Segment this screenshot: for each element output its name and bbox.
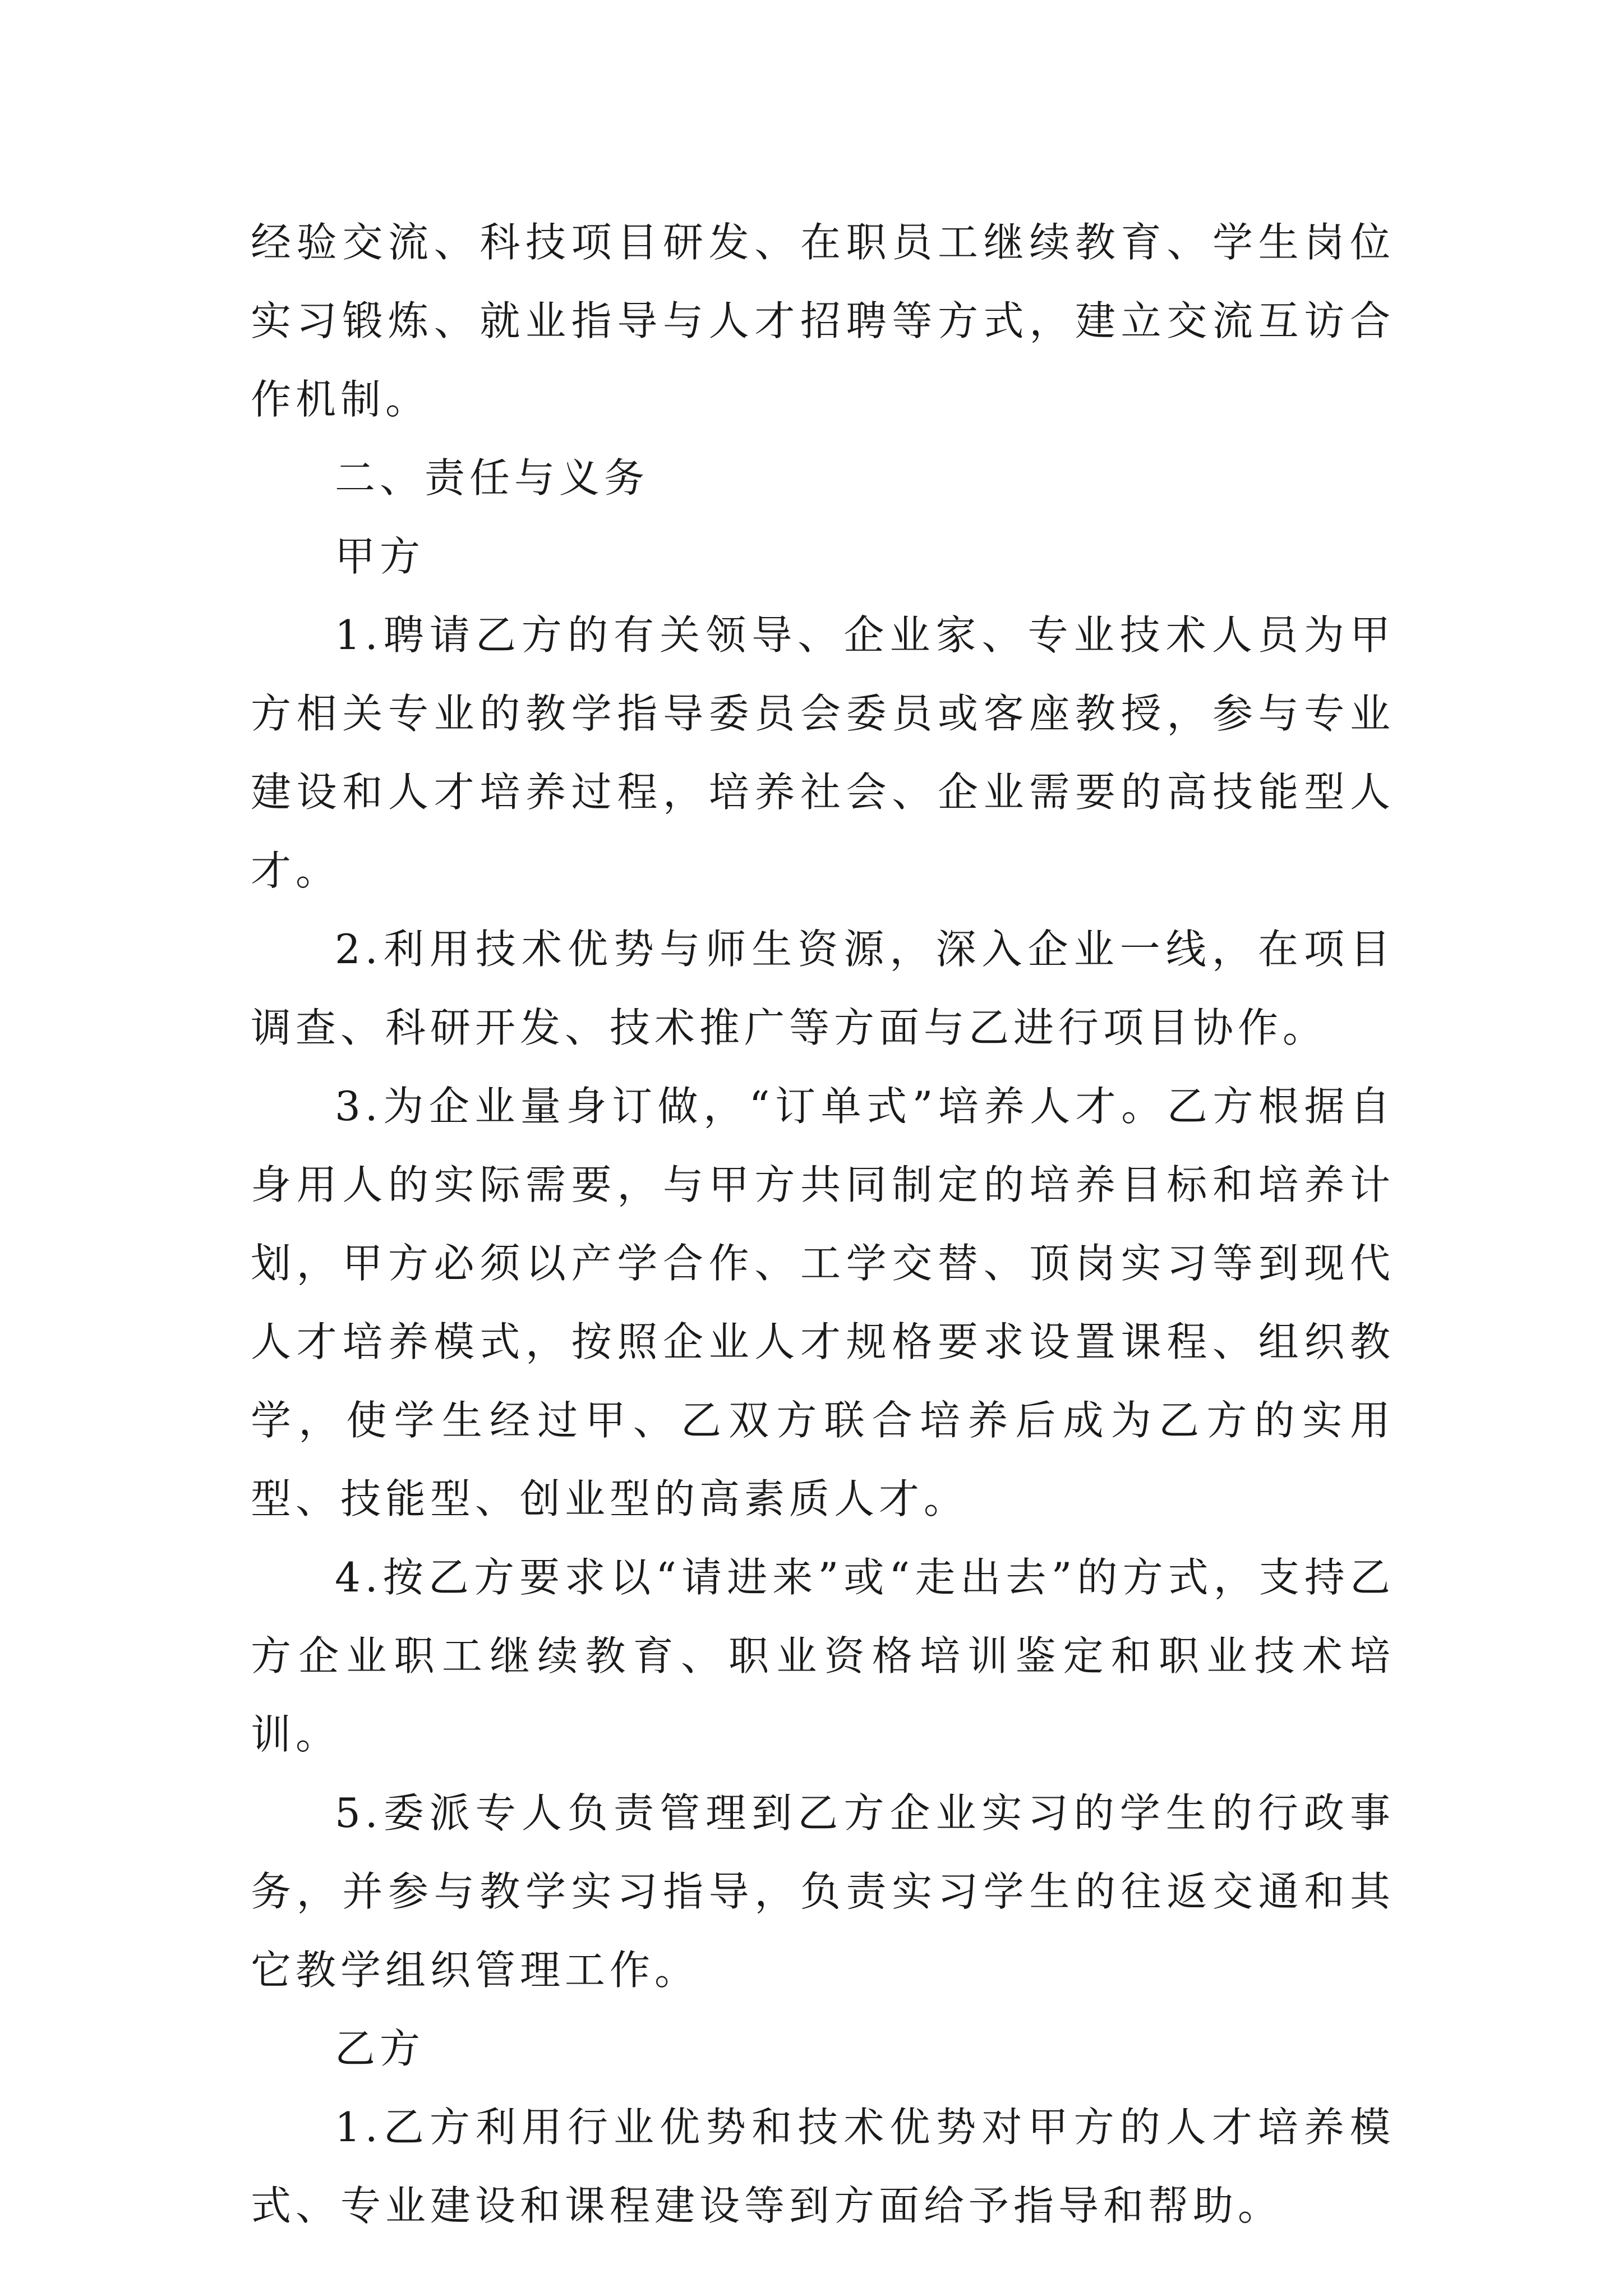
party-a-heading: 甲方 — [335, 533, 425, 580]
party-a-item-1: 1.聘请乙方的有关领导、企业家、专业技术人员为甲方相关专业的教学指导委员会委员或客座教授，参与专业建设和人才培养过程，培养社会、企业需要的高技能型人才。 — [251, 611, 1395, 894]
party-a-item-2: 2.利用技术优势与师生资源，深入企业一线，在项目调查、科研开发、技术推广等方面与乙进行项目协作。 — [251, 926, 1395, 1051]
party-a-item-5: 5.委派专人负责管理到乙方企业实习的学生的行政事务，并参与教学实习指导，负责实习学生的往返交通和其它教学组织管理工作。 — [251, 1789, 1395, 1994]
party-a-item-4: 4.按乙方要求以“请进来”或“走出去”的方式，支持乙方企业职工继续教育、职业资格培训鉴定和职业技术培训。 — [251, 1554, 1395, 1758]
party-b-heading: 乙方 — [335, 2025, 425, 2072]
party-b-item-1: 1.乙方利用行业优势和技术优势对甲方的人才培养模式、专业建设和课程建设等到方面给予指导和帮助。 — [251, 2104, 1395, 2229]
section-heading-responsibilities: 二、责任与义务 — [335, 454, 649, 501]
paragraph-continuation: 经验交流、科技项目研发、在职员工继续教育、学生岗位实习锻炼、就业指导与人才招聘等方式，建立交流互访合作机制。 — [251, 219, 1395, 423]
party-a-item-3: 3.为企业量身订做，“订单式”培养人才。乙方根据自身用人的实际需要，与甲方共同制定的培养目标和培养计划，甲方必须以产学合作、工学交替、顶岗实习等到现代人才培养模式，按照企业人才规格要求设置课程、组织教学，使学生经过甲、乙双方联合培养后成为乙方的实用型、技能型、创业型的高素质人才。 — [251, 1083, 1395, 1522]
document-body — [251, 203, 1395, 2245]
